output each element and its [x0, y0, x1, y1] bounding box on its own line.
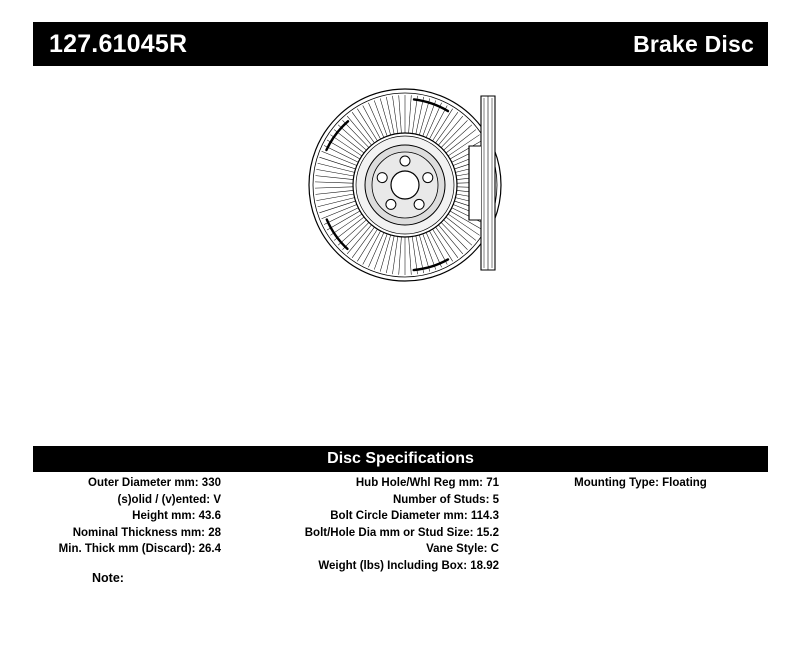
spec-item: Nominal Thickness mm: 28: [72, 526, 221, 539]
spec-item: Min. Thick mm (Discard): 26.4: [58, 543, 221, 555]
spec-item: Mounting Type: Floating: [574, 477, 707, 489]
specs-column-right: [513, 475, 768, 492]
spec-item: Number of Studs: 5: [392, 493, 499, 506]
specs-title: Disc Specifications: [327, 450, 474, 467]
specs-column-left: [33, 475, 221, 558]
product-type-label: Brake Disc: [633, 30, 754, 57]
disc-specifications-bar: [33, 446, 768, 472]
spec-item: Height mm: 43.6: [132, 510, 221, 522]
spec-item: Outer Diameter mm: 330: [88, 477, 221, 489]
spec-item: Bolt Circle Diameter mm: 114.3: [330, 510, 499, 522]
part-number: 127.61045R: [49, 29, 188, 58]
spec-item: Weight (lbs) Including Box: 18.92: [318, 559, 499, 572]
specifications-table: [33, 475, 768, 585]
brake-rotor-side-profile: [455, 88, 525, 278]
spec-item: Hub Hole/Whl Reg mm: 71: [355, 477, 499, 489]
spec-item: Vane Style: C: [426, 543, 499, 555]
specs-column-middle: [229, 475, 499, 574]
note-label: Note:: [92, 571, 124, 585]
spec-item: Bolt/Hole Dia mm or Stud Size: 15.2: [304, 526, 499, 539]
header-bar: [33, 22, 768, 66]
spec-item: (s)olid / (v)ented: V: [117, 493, 221, 506]
